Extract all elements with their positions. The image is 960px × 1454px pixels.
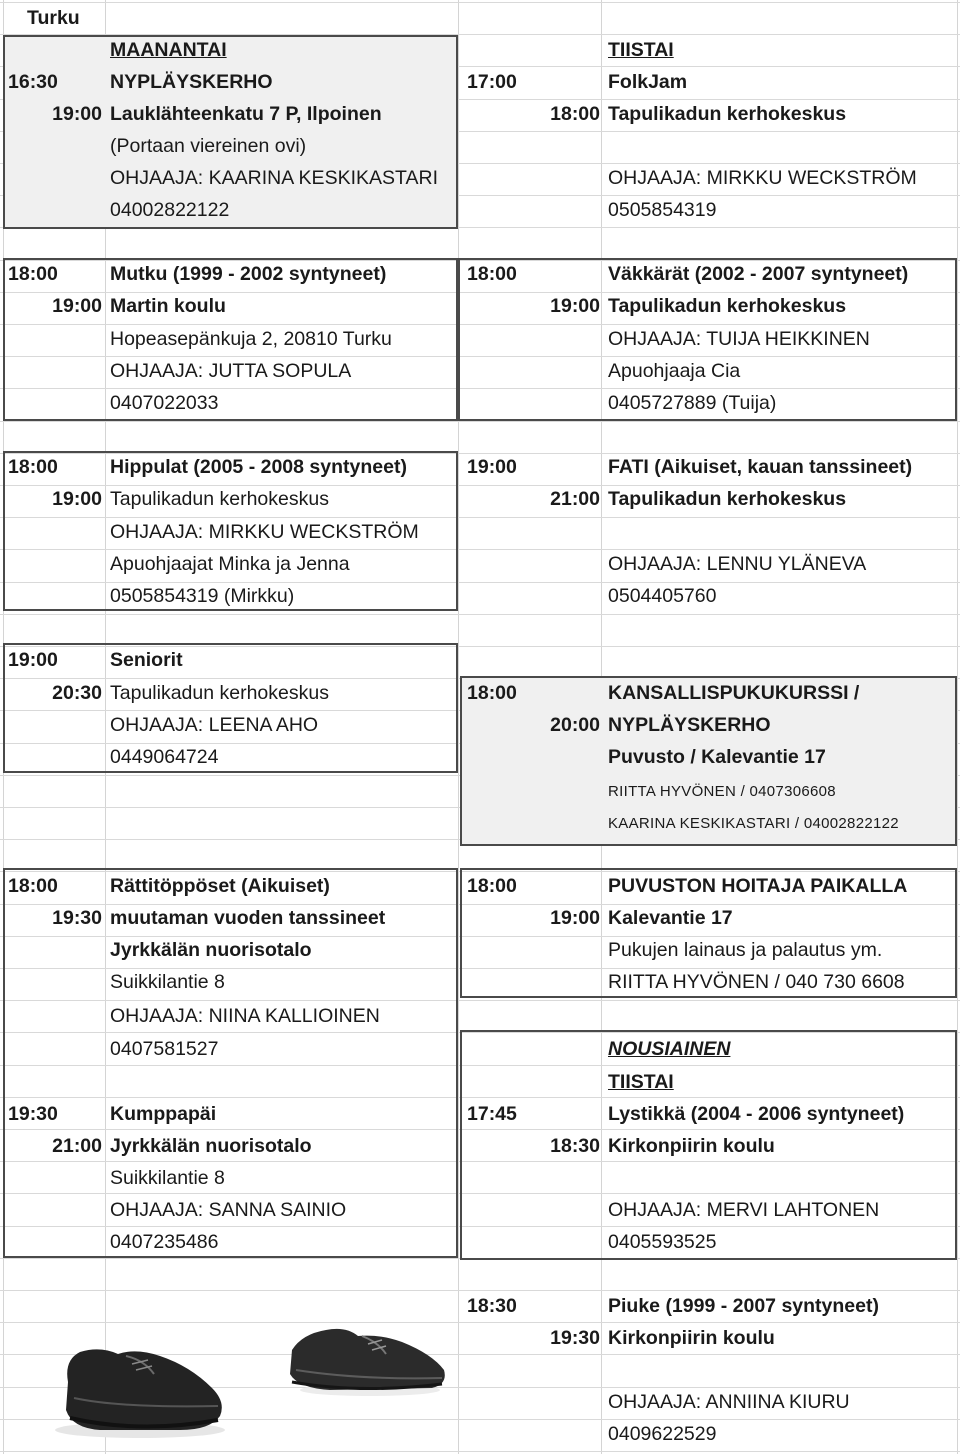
event-location: Kirkonpiirin koulu: [608, 1327, 775, 1349]
event-location: Jyrkkälän nuorisotalo: [110, 1135, 312, 1157]
event-title: KANSALLISPUKUKURSSI /: [608, 682, 860, 704]
event-phone: 0505854319: [608, 199, 717, 221]
start-time: 17:45: [467, 1103, 517, 1125]
nousiainen-day-heading: TIISTAI: [608, 1071, 674, 1093]
right-shoe-icon: [290, 1329, 445, 1396]
event-title: Seniorit: [110, 649, 183, 671]
grid-row-line: [0, 614, 960, 615]
event-phone: 0405593525: [608, 1231, 717, 1253]
monday-day-heading: MAANANTAI: [110, 39, 227, 61]
event-address: Suikkilantie 8: [110, 971, 225, 993]
event-phone: 0405727889 (Tuija): [608, 392, 777, 414]
event-instructor: OHJAAJA: TUIJA HEIKKINEN: [608, 328, 870, 350]
start-time: 16:30: [8, 71, 58, 93]
end-time: 19:00: [52, 488, 102, 510]
event-title: Lystikkä (2004 - 2006 syntyneet): [608, 1103, 905, 1125]
event-title: FolkJam: [608, 71, 688, 93]
event-instructor: OHJAAJA: JUTTA SOPULA: [110, 360, 352, 382]
event-location: Kalevantie 17: [608, 907, 733, 929]
event-instructor: OHJAAJA: SANNA SAINIO: [110, 1199, 347, 1221]
event-address: Hopeasepänkuja 2, 20810 Turku: [110, 328, 392, 350]
event-phone: 0407235486: [110, 1231, 219, 1253]
event-location: Tapulikadun kerhokeskus: [608, 488, 847, 510]
event-title: Kumppapäi: [110, 1103, 217, 1125]
event-location: Jyrkkälän nuorisotalo: [110, 939, 312, 961]
event-phone: 0449064724: [110, 746, 219, 768]
grid-row-line: [0, 1451, 960, 1452]
end-time: 20:00: [550, 714, 600, 736]
event-location: Kirkonpiirin koulu: [608, 1135, 775, 1157]
start-time: 18:00: [8, 456, 58, 478]
monday-box-nyplayskerho: [3, 35, 458, 229]
start-time: 19:00: [467, 456, 517, 478]
event-location: Tapulikadun kerhokeskus: [110, 488, 329, 510]
dance-shoes-image: [40, 1290, 450, 1450]
end-time: 21:00: [52, 1135, 102, 1157]
tuesday-day-heading: TIISTAI: [608, 39, 674, 61]
event-contact: RIITTA HYVÖNEN / 040 730 6608: [608, 971, 905, 993]
start-time: 18:00: [8, 263, 58, 285]
event-instructor: OHJAAJA: MIRKKU WECKSTRÖM: [608, 167, 917, 189]
start-time: 18:00: [467, 875, 517, 897]
event-phone: 0409622529: [608, 1423, 717, 1445]
event-title: PUVUSTON HOITAJA PAIKALLA: [608, 875, 908, 897]
event-location: Puvusto / Kalevantie 17: [608, 746, 826, 768]
grid-row-line: [0, 2, 960, 3]
event-instructor: OHJAAJA: MIRKKU WECKSTRÖM: [110, 521, 419, 543]
event-instructor: OHJAAJA: MERVI LAHTONEN: [608, 1199, 880, 1221]
end-time: 18:00: [550, 103, 600, 125]
event-title: Mutku (1999 - 2002 syntyneet): [110, 263, 387, 285]
event-phone: 0407581527: [110, 1038, 219, 1060]
event-title: FATI (Aikuiset, kauan tanssineet): [608, 456, 913, 478]
start-time: 18:00: [467, 263, 517, 285]
event-location: Tapulikadun kerhokeskus: [110, 682, 329, 704]
event-phone: 04002822122: [110, 199, 230, 221]
event-location: Martin koulu: [110, 295, 226, 317]
end-time: 19:30: [550, 1327, 600, 1349]
end-time: 20:30: [52, 682, 102, 704]
start-time: 19:00: [8, 649, 58, 671]
left-shoe-icon: [55, 1349, 225, 1438]
event-location: Tapulikadun kerhokeskus: [608, 295, 847, 317]
event-instructor: OHJAAJA: KAARINA KESKIKASTARI: [110, 167, 438, 189]
start-time: 19:30: [8, 1103, 58, 1125]
nousiainen-heading: NOUSIAINEN: [608, 1038, 731, 1060]
event-subtitle: muutaman vuoden tanssineet: [110, 907, 386, 929]
event-contact-1: RIITTA HYVÖNEN / 0407306608: [608, 783, 836, 800]
event-phone: 0407022033: [110, 392, 219, 414]
event-address: Suikkilantie 8: [110, 1167, 225, 1189]
grid-row-line: [0, 421, 960, 422]
end-time: 19:00: [52, 103, 102, 125]
event-assistants: Apuohjaajat Minka ja Jenna: [110, 553, 350, 575]
end-time: 19:00: [52, 295, 102, 317]
monday-box-seniorit: [3, 643, 458, 773]
event-instructor: OHJAAJA: NIINA KALLIOINEN: [110, 1005, 380, 1027]
event-note: Pukujen lainaus ja palautus ym.: [608, 939, 883, 961]
event-phone: 0505854319 (Mirkku): [110, 585, 295, 607]
end-time: 19:00: [550, 907, 600, 929]
event-phone: 0504405760: [608, 585, 717, 607]
event-location: Tapulikadun kerhokeskus: [608, 103, 847, 125]
event-instructor: OHJAAJA: LENNU YLÄNEVA: [608, 553, 867, 575]
event-title: Piuke (1999 - 2007 syntyneet): [608, 1295, 879, 1317]
event-address: Lauklähteenkatu 7 P, Ilpoinen: [110, 103, 382, 125]
event-title: NYPLÄYSKERHO: [110, 71, 273, 93]
start-time: 18:00: [467, 682, 517, 704]
event-title: Hippulat (2005 - 2008 syntyneet): [110, 456, 407, 478]
start-time: 17:00: [467, 71, 517, 93]
end-time: 19:00: [550, 295, 600, 317]
event-instructor: OHJAAJA: ANNIINA KIURU: [608, 1391, 850, 1413]
event-subtitle: NYPLÄYSKERHO: [608, 714, 771, 736]
event-instructor: OHJAAJA: LEENA AHO: [110, 714, 319, 736]
event-title: Rättitöppöset (Aikuiset): [110, 875, 330, 897]
end-time: 18:30: [550, 1135, 600, 1157]
end-time: 19:30: [52, 907, 102, 929]
city-title: Turku: [27, 7, 80, 29]
event-note: (Portaan viereinen ovi): [110, 135, 307, 157]
event-assistant: Apuohjaaja Cia: [608, 360, 741, 382]
end-time: 21:00: [550, 488, 600, 510]
start-time: 18:00: [8, 875, 58, 897]
event-title: Väkkärät (2002 - 2007 syntyneet): [608, 263, 909, 285]
event-contact-2: KAARINA KESKIKASTARI / 04002822122: [608, 815, 899, 832]
start-time: 18:30: [467, 1295, 517, 1317]
